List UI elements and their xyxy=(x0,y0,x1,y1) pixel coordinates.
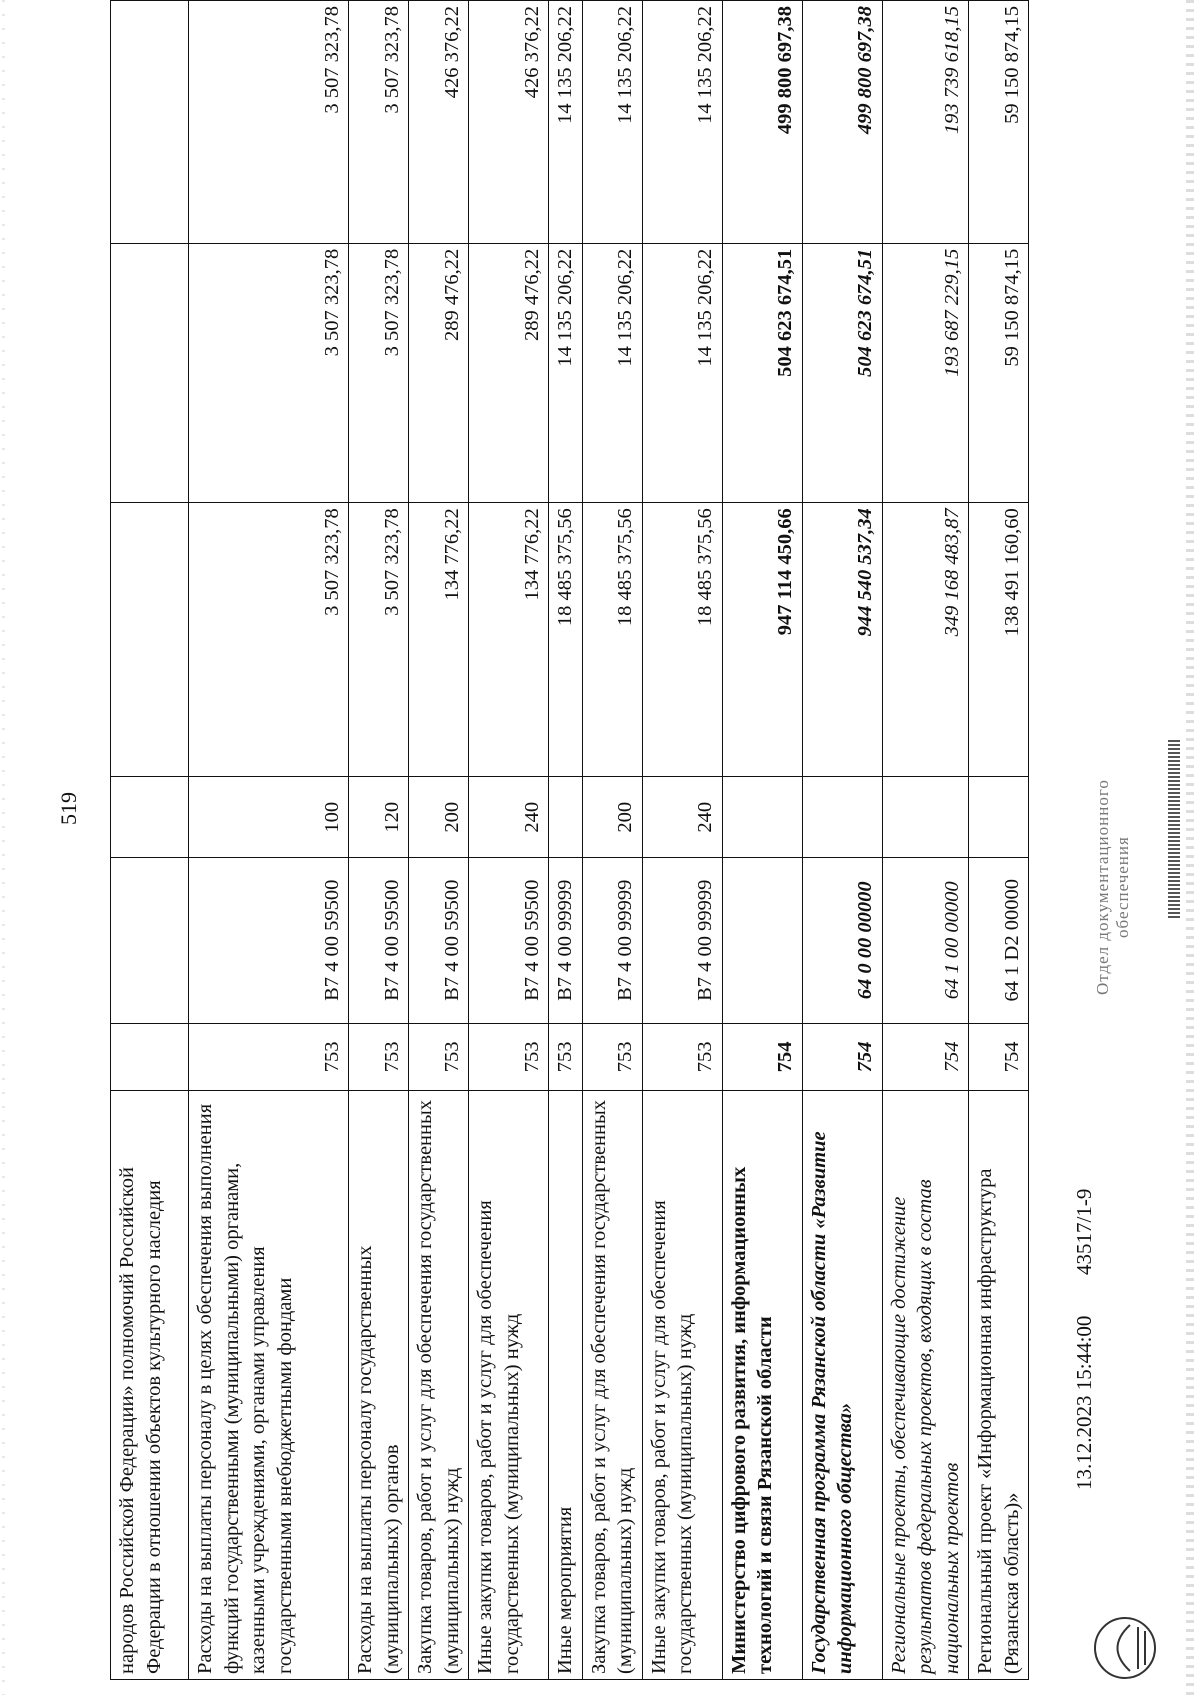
admin-code: 754 xyxy=(969,1023,1029,1091)
table-row xyxy=(802,1,882,1680)
row-description: Расходы на выплаты персоналу государственных (муниципальных) органов xyxy=(349,1091,409,1680)
amount-year-2: 193 687 229,15 xyxy=(882,243,969,502)
logo-stamp-icon xyxy=(1090,1613,1160,1683)
admin-code: 753 xyxy=(582,1023,642,1091)
amount-year-3: 426 376,22 xyxy=(469,1,549,244)
amount-year-1: 18 485 375,56 xyxy=(642,503,722,777)
row-description: Иные закупки товаров, работ и услуг для обеспечения государственных (муниципальных) нужд xyxy=(469,1091,549,1680)
table-row xyxy=(349,1,409,1680)
table-row xyxy=(469,1,549,1680)
expense-type: 100 xyxy=(189,777,349,858)
row-description: Закупка товаров, работ и услуг для обеспечения государственных (муниципальных) нужд xyxy=(582,1091,642,1680)
stamp-line-2: обеспечения xyxy=(1113,836,1132,938)
expense-type: 200 xyxy=(582,777,642,858)
amount-year-3: 3 507 323,78 xyxy=(349,1,409,244)
row-description: Иные мероприятия xyxy=(549,1091,583,1680)
amount-year-3: 193 739 618,15 xyxy=(882,1,969,244)
expense-type xyxy=(882,777,969,858)
budget-table xyxy=(110,0,1029,1680)
row-description: Закупка товаров, работ и услуг для обеспечения государственных (муниципальных) нужд xyxy=(409,1091,469,1680)
amount-year-3: 499 800 697,38 xyxy=(802,1,882,244)
admin-code: 753 xyxy=(549,1023,583,1091)
amount-year-1: 138 491 160,60 xyxy=(969,503,1029,777)
row-description: Государственная программа Рязанской области «Развитие информационного общества» xyxy=(802,1091,882,1680)
table-row xyxy=(549,1,583,1680)
table-row xyxy=(882,1,969,1680)
amount-year-3: 14 135 206,22 xyxy=(582,1,642,244)
table-row xyxy=(189,1,349,1680)
table-row xyxy=(409,1,469,1680)
target-code: В7 4 00 59500 xyxy=(409,857,469,1023)
admin-code xyxy=(111,1023,189,1091)
target-code xyxy=(722,857,802,1023)
admin-code: 754 xyxy=(882,1023,969,1091)
admin-code: 754 xyxy=(802,1023,882,1091)
footer-doc-number: 43517/1-9 xyxy=(1072,1188,1096,1275)
amount-year-3: 426 376,22 xyxy=(409,1,469,244)
amount-year-1: 3 507 323,78 xyxy=(349,503,409,777)
admin-code: 754 xyxy=(722,1023,802,1091)
row-description: Иные закупки товаров, работ и услуг для обеспечения государственных (муниципальных) нужд xyxy=(642,1091,722,1680)
table-row xyxy=(722,1,802,1680)
amount-year-1: 944 540 537,34 xyxy=(802,503,882,777)
target-code: В7 4 00 59500 xyxy=(349,857,409,1023)
amount-year-2: 59 150 874,15 xyxy=(969,243,1029,502)
admin-code: 753 xyxy=(642,1023,722,1091)
target-code: В7 4 00 99999 xyxy=(549,857,583,1023)
target-code: 64 0 00 00000 xyxy=(802,857,882,1023)
expense-type xyxy=(722,777,802,858)
target-code: 64 1 D2 00000 xyxy=(969,857,1029,1023)
target-code: 64 1 00 00000 xyxy=(882,857,969,1023)
admin-code: 753 xyxy=(469,1023,549,1091)
expense-type xyxy=(111,777,189,858)
expense-type: 240 xyxy=(642,777,722,858)
amount-year-2: 3 507 323,78 xyxy=(349,243,409,502)
stamp-line-1: Отдел документационного xyxy=(1093,779,1112,995)
table-row xyxy=(969,1,1029,1680)
amount-year-1 xyxy=(111,503,189,777)
target-code: В7 4 00 99999 xyxy=(582,857,642,1023)
amount-year-3: 14 135 206,22 xyxy=(642,1,722,244)
amount-year-2: 14 135 206,22 xyxy=(582,243,642,502)
target-code xyxy=(111,857,189,1023)
footer-date: 13.12.2023 15:44:00 xyxy=(1072,1315,1096,1490)
admin-code: 753 xyxy=(349,1023,409,1091)
department-stamp xyxy=(1093,779,1133,995)
expense-type xyxy=(549,777,583,858)
amount-year-2: 14 135 206,22 xyxy=(549,243,583,502)
target-code: В7 4 00 59500 xyxy=(469,857,549,1023)
page-number: 519 xyxy=(56,792,81,825)
amount-year-3 xyxy=(111,1,189,244)
amount-year-1: 349 168 483,87 xyxy=(882,503,969,777)
expense-type: 240 xyxy=(469,777,549,858)
target-code: В7 4 00 99999 xyxy=(642,857,722,1023)
row-description: народов Российской Федерации» полномочий Российской Федерации в отношении объектов культурного наследия xyxy=(111,1091,189,1680)
amount-year-1: 18 485 375,56 xyxy=(582,503,642,777)
amount-year-3: 59 150 874,15 xyxy=(969,1,1029,244)
amount-year-2: 289 476,22 xyxy=(409,243,469,502)
expense-type xyxy=(969,777,1029,858)
amount-year-1: 947 114 450,66 xyxy=(722,503,802,777)
table-row xyxy=(582,1,642,1680)
target-code: В7 4 00 59500 xyxy=(189,857,349,1023)
amount-year-2: 3 507 323,78 xyxy=(189,243,349,502)
expense-type: 120 xyxy=(349,777,409,858)
budget-table-body xyxy=(111,1,1029,1680)
row-description: Министерство цифрового развития, информационных технологий и связи Рязанской области xyxy=(722,1091,802,1680)
expense-type: 200 xyxy=(409,777,469,858)
admin-code: 753 xyxy=(409,1023,469,1091)
amount-year-3: 14 135 206,22 xyxy=(549,1,583,244)
amount-year-3: 3 507 323,78 xyxy=(189,1,349,244)
amount-year-2: 504 623 674,51 xyxy=(722,243,802,502)
amount-year-2 xyxy=(111,243,189,502)
amount-year-1: 18 485 375,56 xyxy=(549,503,583,777)
amount-year-2: 14 135 206,22 xyxy=(642,243,722,502)
expense-type xyxy=(802,777,882,858)
row-description: Региональный проект «Информационная инфраструктура (Рязанская область)» xyxy=(969,1091,1029,1680)
row-description: Региональные проекты, обеспечивающие достижение результатов федеральных проектов, входящих в состав национальных проектов xyxy=(882,1091,969,1680)
row-description: Расходы на выплаты персоналу в целях обеспечения выполнения функций государственными (муниципальными) органами, казенными учреждениями, органами управления государственными внебюджетными фондами xyxy=(189,1091,349,1680)
admin-code: 753 xyxy=(189,1023,349,1091)
amount-year-2: 504 623 674,51 xyxy=(802,243,882,502)
amount-year-1: 3 507 323,78 xyxy=(189,503,349,777)
amount-year-2: 289 476,22 xyxy=(469,243,549,502)
amount-year-3: 499 800 697,38 xyxy=(722,1,802,244)
table-row xyxy=(111,1,189,1680)
amount-year-1: 134 776,22 xyxy=(469,503,549,777)
table-row xyxy=(642,1,722,1680)
amount-year-1: 134 776,22 xyxy=(409,503,469,777)
